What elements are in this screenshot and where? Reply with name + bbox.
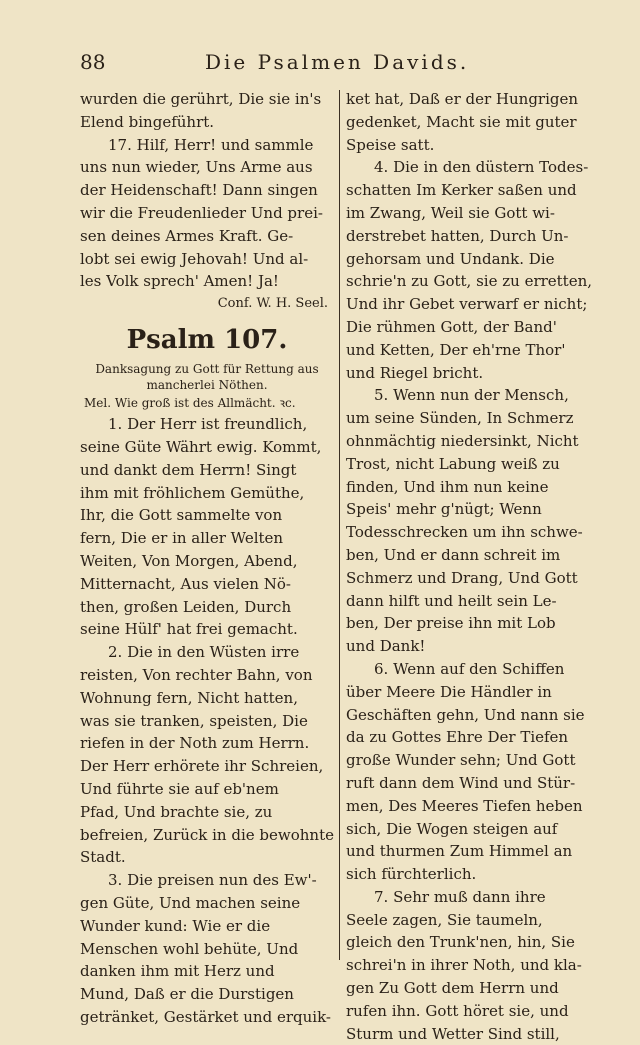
text-line: Elend bingeführt. <box>80 112 215 131</box>
text-line: lobt sei ewig Jehovah! Und al- <box>80 249 309 268</box>
text-line: gen Güte, Und machen seine <box>80 893 301 912</box>
text-line: getränket, Gestärket und erquik- <box>80 1007 331 1026</box>
text-line: 2. Die in den Wüsten irre <box>108 643 300 662</box>
verse-7 <box>346 886 604 1045</box>
subtitle-line: Danksagung zu Gott für Rettung aus <box>95 362 319 377</box>
text-line: Wohnung fern, Nicht hatten, <box>80 688 298 707</box>
text-line: ruft dann dem Wind und Stür- <box>346 773 576 792</box>
text-line: Pfad, Und brachte sie, zu <box>80 802 273 821</box>
text-line: Die rühmen Gott, der Band' <box>346 317 557 336</box>
text-line: ben, Der preise ihn mit Lob <box>346 614 556 633</box>
text-line: gehorsam und Undank. Die <box>346 249 555 268</box>
text-line: 4. Die in den düstern Todes- <box>374 158 589 177</box>
text-line: Trost, nicht Labung weiß zu <box>346 454 560 473</box>
text-line: was sie tranken, speisten, Die <box>80 711 308 730</box>
text-line: Und ihr Gebet verwarf er nicht; <box>346 295 588 314</box>
text-line: 17. Hilf, Herr! und sammle <box>108 135 314 154</box>
melody-note: Mel. Wie groß ist des Allmächt. ꝛc. <box>84 396 296 411</box>
text-line: Todesschrecken um ihn schwe- <box>346 523 583 542</box>
text-line: seine Güte Währt ewig. Kommt, <box>80 437 322 456</box>
text-line: Und führte sie auf eb'nem <box>80 779 279 798</box>
text-line: im Zwang, Weil sie Gott wi- <box>346 203 555 222</box>
continued-text <box>80 88 334 134</box>
text-line: Mund, Daß er die Durstigen <box>80 985 294 1004</box>
text-line: Mitternacht, Aus vielen Nö- <box>80 574 291 593</box>
text-line: dann hilft und heilt sein Le- <box>346 591 557 610</box>
text-line: wir die Freudenlieder Und prei- <box>80 203 323 222</box>
text-line: und thurmen Zum Himmel an <box>346 842 573 861</box>
verse-5 <box>346 384 604 658</box>
text-line: da zu Gottes Ehre Der Tiefen <box>346 728 569 747</box>
text-line: 6. Wenn auf den Schiffen <box>374 659 565 678</box>
text-line: seine Hülf' hat frei gemacht. <box>80 620 298 639</box>
text-line: schatten Im Kerker saßen und <box>346 181 577 200</box>
text-line: über Meere Die Händler in <box>346 682 552 701</box>
continued-text <box>346 88 604 156</box>
verse-3 <box>80 869 334 1029</box>
text-line: finden, Und ihm nun keine <box>346 477 549 496</box>
text-line: men, Des Meeres Tiefen heben <box>346 796 583 815</box>
subtitle-line: mancherlei Nöthen. <box>146 378 268 393</box>
text-line: Menschen wohl behüte, Und <box>80 939 299 958</box>
text-line: und dankt dem Herrn! Singt <box>80 460 297 479</box>
text-line: 7. Sehr muß dann ihre <box>374 887 546 906</box>
text-line: sich fürchterlich. <box>346 865 477 884</box>
text-line: Speise satt. <box>346 135 435 154</box>
text-line: und Riegel bricht. <box>346 363 484 382</box>
text-line: fern, Die er in aller Welten <box>80 529 284 548</box>
verse-17 <box>80 134 334 294</box>
text-line: Weiten, Von Morgen, Abend, <box>80 551 298 570</box>
text-line: riefen in der Noth zum Herrn. <box>80 734 310 753</box>
text-line: les Volk sprech' Amen! Ja! <box>80 272 279 291</box>
text-line: sen deines Armes Kraft. Ge- <box>80 226 294 245</box>
text-line: schrie'n zu Gott, sie zu erretten, <box>346 272 593 291</box>
text-line: befreien, Zurück in die bewohnte <box>80 825 334 844</box>
text-line: um seine Sünden, In Schmerz <box>346 409 574 428</box>
author-credit: Conf. W. H. Seel. <box>217 296 328 312</box>
verse-6 <box>346 658 604 886</box>
text-line: gen Zu Gott dem Herrn und <box>346 979 559 998</box>
text-line: gleich den Trunk'nen, hin, Sie <box>346 933 575 952</box>
right-column <box>346 88 604 1045</box>
text-line: danken ihm mit Herz und <box>80 962 275 981</box>
text-line: und Dank! <box>346 637 426 656</box>
text-line: uns nun wieder, Uns Arme aus <box>80 158 313 177</box>
verse-1 <box>80 413 334 641</box>
running-title: Die Psalmen Davids. <box>205 50 470 74</box>
text-line: reisten, Von rechter Bahn, von <box>80 665 313 684</box>
text-line: rufen ihn. Gott höret sie, und <box>346 1001 569 1020</box>
text-line: Speis' mehr g'nügt; Wenn <box>346 500 542 519</box>
text-line: 3. Die preisen nun des Ew'- <box>108 871 317 890</box>
text-line: ohnmächtig niedersinkt, Nicht <box>346 431 579 450</box>
text-line: Sturm und Wetter Sind still, <box>346 1024 560 1043</box>
text-line: Ihr, die Gott sammelte von <box>80 506 283 525</box>
text-line: derstrebet hatten, Durch Un- <box>346 226 569 245</box>
text-line: 5. Wenn nun der Mensch, <box>374 386 569 405</box>
text-line: Geschäften gehn, Und nann sie <box>346 705 585 724</box>
text-line: then, großen Leiden, Durch <box>80 597 292 616</box>
psalm-subtitle <box>80 361 334 393</box>
text-line: schrei'n in ihrer Noth, und kla- <box>346 956 582 975</box>
page-number: 88 <box>80 50 106 74</box>
text-line: Wunder kund: Wie er die <box>80 916 271 935</box>
text-line: und Ketten, Der eh'rne Thor' <box>346 340 566 359</box>
text-line: ket hat, Daß er der Hungrigen <box>346 90 579 108</box>
text-line: gedenket, Macht sie mit guter <box>346 112 577 131</box>
text-line: Der Herr erhörete ihr Schreien, <box>80 757 324 776</box>
text-line: 1. Der Herr ist freundlich, <box>108 415 308 434</box>
text-line: große Wunder sehn; Und Gott <box>346 751 576 770</box>
text-line: der Heidenschaft! Dann singen <box>80 181 318 200</box>
text-line: Schmerz und Drang, Und Gott <box>346 568 578 587</box>
verse-2 <box>80 641 334 869</box>
text-line: ihm mit fröhlichem Gemüthe, <box>80 483 305 502</box>
psalm-heading: Psalm 107. <box>126 325 288 356</box>
column-divider <box>339 90 340 960</box>
text-line: Stadt. <box>80 848 126 867</box>
text-line: ben, Und er dann schreit im <box>346 545 561 564</box>
text-line: sich, Die Wogen steigen auf <box>346 819 558 838</box>
text-line: wurden die gerührt, Die sie in's <box>80 90 322 108</box>
verse-4 <box>346 156 604 384</box>
text-line: Seele zagen, Sie taumeln, <box>346 910 543 929</box>
left-column <box>80 88 334 1029</box>
